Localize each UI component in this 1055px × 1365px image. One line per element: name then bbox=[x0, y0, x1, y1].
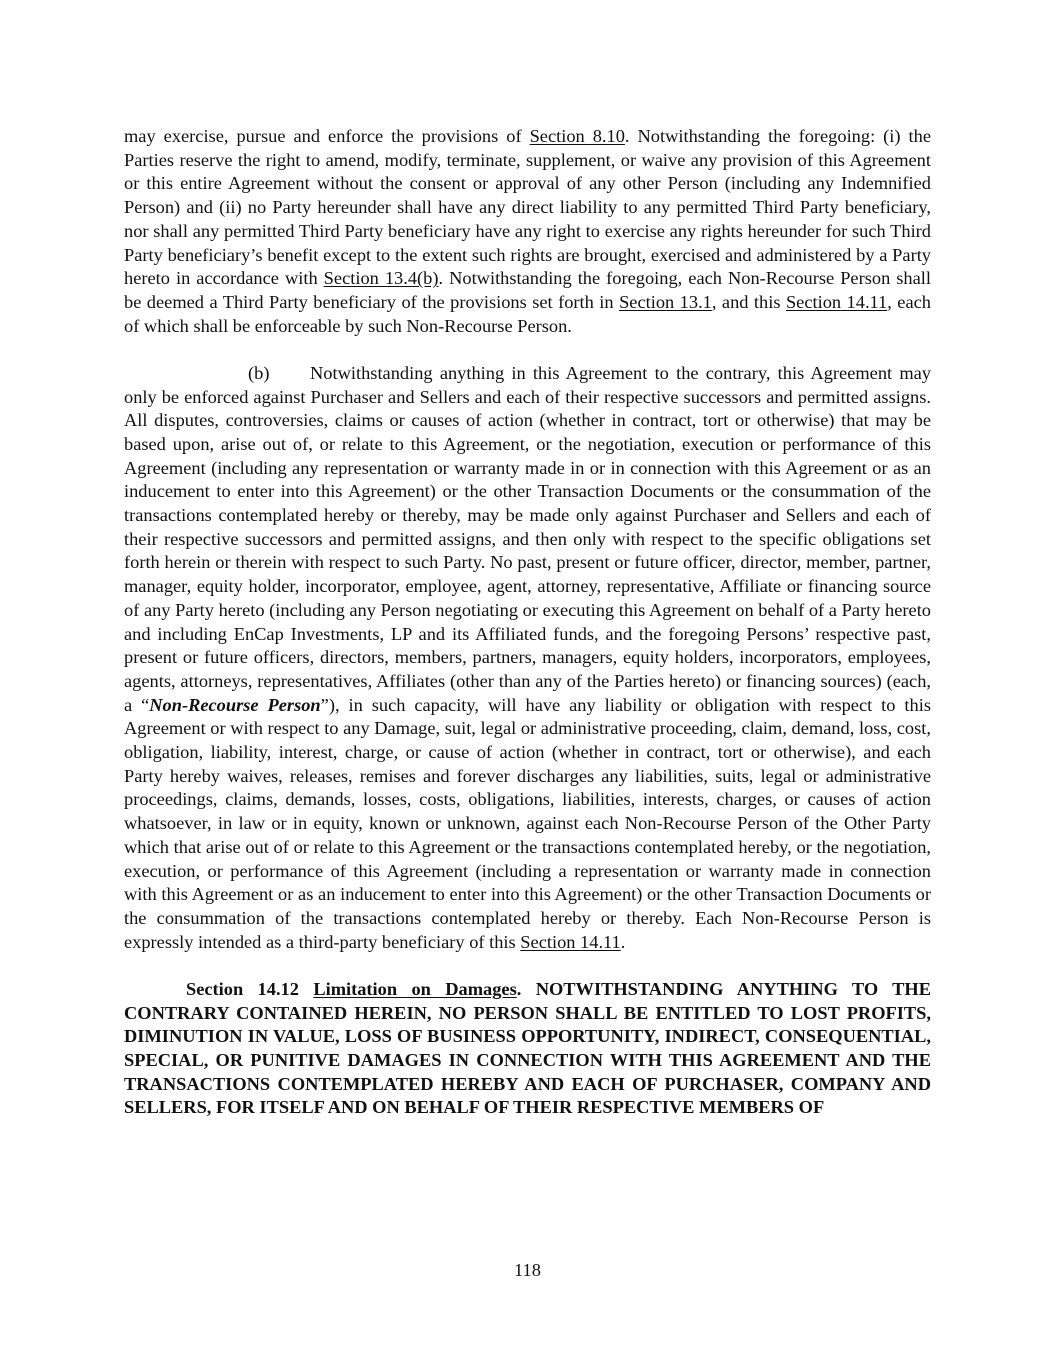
paragraph-text: may exercise, pursue and enforce the provisions of bbox=[124, 126, 530, 146]
section-reference-13-1: Section 13.1 bbox=[619, 291, 712, 312]
section-title: Limitation on Damages bbox=[313, 978, 517, 999]
document-page bbox=[124, 125, 931, 1120]
paragraph-text: ”), in such capacity, will have any liability or obligation with respect to this Agreement or with respect to any Damage, suit, legal or administrative proceeding, claim, demand, loss, cost, obligation, liability, interest, charge, or cause of action (whether in contract, tort or otherwise), and each Party hereby waives, releases, remises and forever discharges any liabilities, suits, legal or administrative proceedings, claims, demands, losses, costs, obligations, liabilities, interests, charges, or causes of action whatsoever, in law or in equity, known or unknown, against each Non-Recourse Person of the Other Party which that arise out of or relate to this Agreement or the transactions contemplated hereby, or the negotiation, execution, or performance of this Agreement (including a representation or warranty made in connection with this Agreement or as an inducement to enter into this Agreement) or the other Transaction Documents or the consummation of the transactions contemplated hereby or thereby. Each Non-Recourse Person is expressly intended as a third-party beneficiary of this bbox=[124, 694, 931, 952]
page-number: 118 bbox=[514, 1260, 541, 1280]
section-title-period: . bbox=[516, 978, 522, 999]
paragraph-text: , each of which shall be enforceable by such Non-Recourse Person. bbox=[124, 291, 931, 336]
section-reference-8-10: Section 8.10 bbox=[529, 126, 625, 146]
section-reference-13-4b: Section 13.4(b) bbox=[323, 268, 439, 289]
section-body: NOTWITHSTANDING ANYTHING TO THE CONTRARY CONTAINED HEREIN, NO PERSON SHALL BE ENTITLED TO LOST PROFITS, DIMINUTION IN VALUE, LOSS OF BUSINESS OPPORTUNITY, INDIRECT, CONSEQUENTIAL, SPECIAL, OR PUNITIVE DAMAGES IN CONNECTION WITH THIS AGREEMENT AND THE TRANSACTIONS CONTEMPLATED HEREBY AND EACH OF PURCHASER, COMPANY AND SELLERS, FOR ITSELF AND ON BEHALF OF THEIR RESPECTIVE MEMBERS OF bbox=[124, 978, 931, 1118]
paragraph-text: , and this bbox=[711, 291, 786, 312]
subsection-label: (b) bbox=[248, 362, 270, 383]
paragraph-third-party-provisions bbox=[124, 125, 931, 338]
section-reference-14-11: Section 14.11 bbox=[520, 931, 621, 952]
paragraph-text: Notwithstanding anything in this Agreement to the contrary, this Agreement may only be enforced against Purchaser and Sellers and each of their respective successors and permitted assigns. All disputes, controversies, claims or causes of action (whether in contract, tort or otherwise) that may be based upon, arise out of, or relate to this Agreement, or the negotiation, execution or performance of this Agreement (including any representation or warranty made in or in connection with this Agreement or as an inducement to enter into this Agreement) or the other Transaction Documents or the consummation of the transactions contemplated hereby or thereby, may be made only against Purchaser and Sellers and each of their respective successors and permitted assigns, and then only with respect to the specific obligations set forth herein or therein with respect to such Party. No past, present or future officer, director, member, partner, manager, equity holder, incorporator, employee, agent, attorney, representative, Affiliate or financing source of any Party hereto (including any Person negotiating or executing this Agreement on behalf of a Party hereto and including EnCap Investments, LP and its Affiliated funds, and the foregoing Persons’ respective past, present or future officers, directors, members, partners, managers, equity holders, incorporators, employees, agents, attorneys, representatives, Affiliates (other than any of the Parties hereto) or financing sources) (each, a “ bbox=[124, 362, 931, 715]
paragraph-text: . bbox=[620, 931, 626, 952]
paragraph-text: . Notwithstanding the foregoing, each Non-Recourse Person shall be deemed a Third Party beneficiary of the provisions set forth in bbox=[124, 268, 932, 312]
section-number: Section 14.12 bbox=[186, 978, 299, 999]
section-14-12-limitation-on-damages bbox=[124, 978, 931, 1120]
section-reference-14-11: Section 14.11 bbox=[785, 291, 888, 312]
paragraph-b-non-recourse bbox=[124, 362, 931, 955]
defined-term: Non-Recourse Person bbox=[149, 694, 321, 715]
paragraph-text: . Notwithstanding the foregoing: (i) the Parties reserve the right to amend, modify, terminate, supplement, or waive any provision of this Agreement or this entire Agreement without the consent or approval of any other Person (including any Indemnified Person) and (ii) no Party hereunder shall have any direct liability to any permitted Third Party beneficiary, nor shall any permitted Third Party beneficiary have any right to exercise any rights hereunder for such Third Party beneficiary’s benefit except to the extent such rights are brought, exercised and administered by a Party hereto in accordance with bbox=[124, 126, 931, 289]
